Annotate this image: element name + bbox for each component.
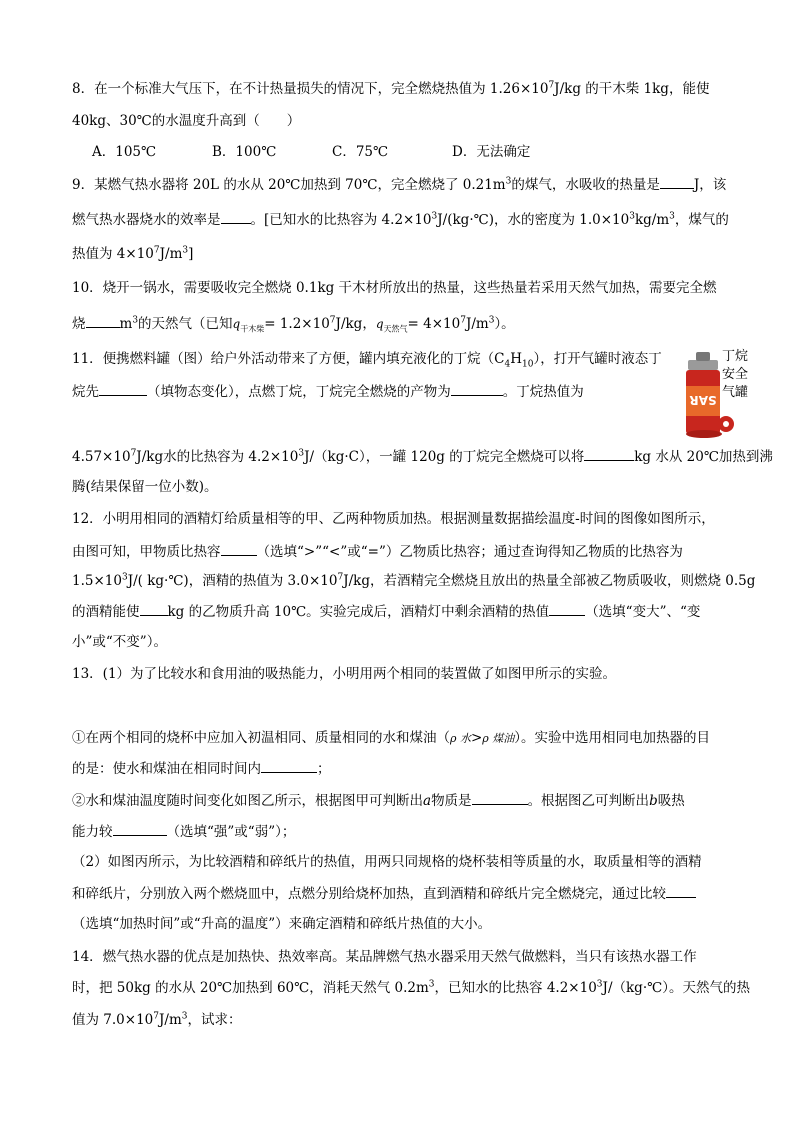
q14-line-2: 时，把 50kg 的水从 20℃加热到 60℃，消耗天然气 $0.2m^3$，已知水的比热容 $4.2\times 10^3J/(kg\cdot℃)$。天然气的热	[72, 979, 750, 996]
q13-line-7: 和碎纸片，分别放入两个燃烧皿中，点燃分别给烧杯加热，直到酒精和碎纸片完全燃烧完，通过比较	[72, 883, 722, 903]
answer-blank[interactable]	[660, 174, 694, 189]
q11-line-4: 腾(结果保留一位小数)。	[72, 479, 218, 495]
q10-line-1: 10．烧开一锅水，需要吸收完全燃烧 0.1kg 干木材所放出的热量，这些热量若采用天然气加热，需要完全燃	[72, 280, 717, 296]
q12-line-3: $1.5\times 10^3J/$( kg·℃)，酒精的热值为 $3.0\times 10^7J/kg$，若酒精完全燃烧且放出的热量全部被乙物质吸收，则燃烧 0.5g	[72, 572, 756, 589]
answer-blank[interactable]	[261, 758, 317, 773]
q12-line-5: 小”或“不变”）。	[72, 634, 167, 650]
q8-stem: 8．在一个标准大气压下，在不计热量损失的情况下，完全燃烧热值为 $1.26\times 10^7J/kg$ 的干木柴 1kg，能使	[72, 80, 710, 97]
q12-line-2: 由图可知，甲物质比热容 （选填“>”“<”或“=”）乙物质比热容；通过查询得知乙物质的比热容为	[72, 541, 722, 561]
answer-blank[interactable]	[666, 883, 696, 898]
q14-line-1: 14．燃气热水器的优点是加热快、热效率高。某品牌燃气热水器采用天然气做燃料，当只有该热水器工作	[72, 949, 697, 965]
q9-line-3: 热值为 $4\times 10^7J/m^3$]	[72, 245, 194, 262]
answer-blank[interactable]	[584, 446, 634, 461]
answer-blank[interactable]	[549, 601, 585, 616]
canister-label-1: 丁烷	[721, 349, 748, 364]
q13-line-4: ②水和煤油温度随时间变化如图乙所示，根据图甲可判断出a物质是 。根据图乙可判断出b吸热	[72, 790, 722, 810]
q11-line-3: $4.57\times 10^7J/kg$水的比热容为 $4.2\times 10^3J/(kg\cdot C)$，一罐 120g 的丁烷完全燃烧可以将 kg 水从 20℃加热到沸	[72, 446, 722, 466]
q12-line-1: 12．小明用相同的酒精灯给质量相等的甲、乙两种物质加热。根据测量数据描绘温度-时间的图像如图所示，	[72, 511, 715, 527]
answer-blank[interactable]	[451, 381, 503, 396]
q10-line-2: 烧 $m^3$的天然气（已知$q_{干木柴}= 1.2\times 10^7J/kg$，$q_{天然气}= 4\times 10^7J/m^3$）。	[72, 313, 722, 333]
q9-line-1: 9．某燃气热水器将 20L 的水从 20℃加热到 70℃，完全燃烧了 $0.21m^3$的煤气，水吸收的热量是 J，该	[72, 174, 722, 194]
svg-text:SAR: SAR	[689, 393, 717, 407]
q14-line-3: 值为 $7.0\times 10^7J/m^3$，试求：	[72, 1011, 242, 1028]
q8-option-b[interactable]: B．100℃	[212, 144, 277, 160]
q13-line-5: 能力较 （选填“强”或“弱”）；	[72, 821, 722, 841]
q8-option-a[interactable]: A．105℃	[92, 144, 157, 160]
q13-line-8: （选填“加热时间”或“升高的温度”）来确定酒精和碎纸片热值的大小。	[72, 916, 492, 932]
answer-blank[interactable]	[140, 601, 168, 616]
answer-blank[interactable]	[99, 381, 147, 396]
q8-option-c[interactable]: C．75℃	[332, 144, 389, 160]
q13-line-1: 13．(1）为了比较水和食用油的吸热能力，小明用两个相同的装置做了如图甲所示的实验。	[72, 666, 617, 682]
q13-line-6: （2）如图丙所示，为比较酒精和碎纸片的热值，用两只同规格的烧杯装相等质量的水，取质量相等的酒精	[72, 854, 702, 870]
canister-label-2: 安全	[721, 367, 748, 382]
answer-blank[interactable]	[113, 821, 167, 836]
q11-line-1: 11．便携燃料罐（图）给户外活动带来了方便，罐内填充液化的丁烷$(C_4H_{10})$，打开气罐时液态丁	[72, 351, 662, 370]
answer-blank[interactable]	[221, 541, 257, 556]
answer-blank[interactable]	[472, 790, 528, 805]
q8-option-d[interactable]: D．无法确定	[452, 144, 531, 160]
q13-line-2: ①在两个相同的烧杯中应加入初温相同、质量相同的水和煤油（ρ 水>ρ 煤油）。实验中选用相同电加热器的目	[72, 730, 710, 746]
answer-blank[interactable]	[86, 313, 120, 328]
q8-stem-cont: 40kg、30℃的水温度升高到（ ）	[72, 113, 301, 129]
q9-line-2: 燃气热水器烧水的效率是 。[已知水的比热容为 $4.2\times 10^3J/(kg\cdot℃)$，水的密度为 $1.0\times 10^3kg/m^3$，煤气的	[72, 209, 722, 229]
q13-line-3: 的是：使水和煤油在相同时间内 ；	[72, 758, 722, 778]
q11-line-2: 烷先 （填物态变化），点燃丁烷，丁烷完全燃烧的产物为 。丁烷热值为	[72, 381, 682, 401]
answer-blank[interactable]	[221, 209, 251, 224]
q8-options	[92, 142, 742, 162]
q12-line-4: 的酒精能使 kg 的乙物质升高 10℃。实验完成后，酒精灯中剩余酒精的热值 （选填“变大”、“变	[72, 601, 722, 621]
canister-label-3: 气罐	[721, 385, 748, 400]
